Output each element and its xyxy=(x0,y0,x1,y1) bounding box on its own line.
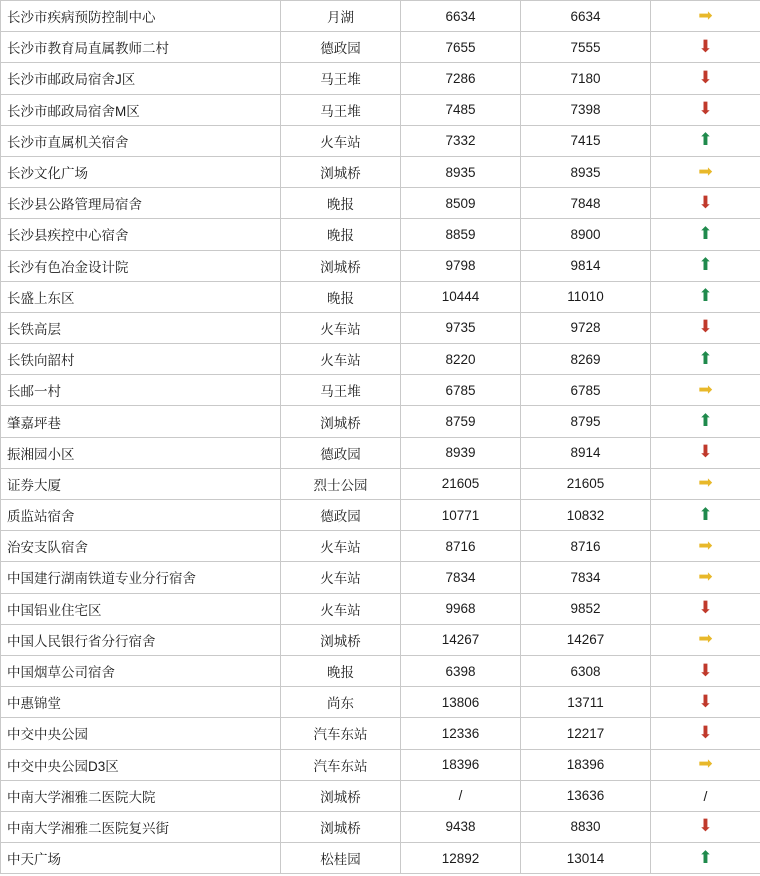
trend-flat-icon: ➡ xyxy=(698,566,713,587)
current-price-cell: 13806 xyxy=(401,687,521,718)
trend-cell xyxy=(651,811,760,842)
community-name-cell: 中天广场 xyxy=(1,843,281,874)
district-cell: 火车站 xyxy=(281,531,401,562)
current-price-cell: 6785 xyxy=(401,375,521,406)
community-name-cell: 中国铝业住宅区 xyxy=(1,593,281,624)
district-cell: 德政园 xyxy=(281,32,401,63)
community-name-cell: 长铁向韶村 xyxy=(1,344,281,375)
trend-cell xyxy=(651,718,760,749)
previous-price-cell: 13711 xyxy=(521,687,651,718)
trend-cell xyxy=(651,219,760,250)
trend-cell xyxy=(651,375,760,406)
current-price-cell: 12892 xyxy=(401,843,521,874)
previous-price-cell: 14267 xyxy=(521,624,651,655)
table-row xyxy=(1,125,760,156)
district-cell: 晚报 xyxy=(281,188,401,219)
trend-up-icon: ⬆ xyxy=(698,255,713,276)
trend-down-icon: ⬇ xyxy=(698,598,713,619)
trend-cell xyxy=(651,780,760,811)
table-row xyxy=(1,406,760,437)
previous-price-cell: 10832 xyxy=(521,500,651,531)
table-row xyxy=(1,375,760,406)
district-cell: 浏城桥 xyxy=(281,624,401,655)
community-name-cell: 长沙县公路管理局宿舍 xyxy=(1,188,281,219)
trend-cell xyxy=(651,687,760,718)
previous-price-cell: 11010 xyxy=(521,281,651,312)
current-price-cell: 6398 xyxy=(401,655,521,686)
trend-down-icon: ⬇ xyxy=(698,442,713,463)
table-row xyxy=(1,780,760,811)
trend-flat-icon: ➡ xyxy=(698,473,713,494)
district-cell: 烈士公园 xyxy=(281,468,401,499)
trend-cell xyxy=(651,655,760,686)
district-cell: 晚报 xyxy=(281,219,401,250)
community-name-cell: 中交中央公园D3区 xyxy=(1,749,281,780)
table-row xyxy=(1,281,760,312)
previous-price-cell: 8795 xyxy=(521,406,651,437)
previous-price-cell: 13014 xyxy=(521,843,651,874)
previous-price-cell: 7555 xyxy=(521,32,651,63)
trend-down-icon: ⬇ xyxy=(698,816,713,837)
current-price-cell: 10444 xyxy=(401,281,521,312)
previous-price-cell: 8716 xyxy=(521,531,651,562)
community-name-cell: 证券大厦 xyxy=(1,468,281,499)
table-row xyxy=(1,500,760,531)
district-cell: 浏城桥 xyxy=(281,780,401,811)
trend-cell xyxy=(651,562,760,593)
trend-down-icon: ⬇ xyxy=(698,192,713,213)
community-name-cell: 长邮一村 xyxy=(1,375,281,406)
previous-price-cell: 8269 xyxy=(521,344,651,375)
community-name-cell: 长沙市直属机关宿舍 xyxy=(1,125,281,156)
current-price-cell: 9438 xyxy=(401,811,521,842)
previous-price-cell: 13636 xyxy=(521,780,651,811)
trend-cell xyxy=(651,312,760,343)
trend-cell xyxy=(651,250,760,281)
current-price-cell: 10771 xyxy=(401,500,521,531)
table-row xyxy=(1,468,760,499)
district-cell: 汽车东站 xyxy=(281,749,401,780)
community-name-cell: 中南大学湘雅二医院大院 xyxy=(1,780,281,811)
trend-cell xyxy=(651,344,760,375)
previous-price-cell: 8935 xyxy=(521,156,651,187)
previous-price-cell: 7180 xyxy=(521,63,651,94)
table-row xyxy=(1,593,760,624)
community-name-cell: 中国烟草公司宿舍 xyxy=(1,655,281,686)
district-cell: 晚报 xyxy=(281,281,401,312)
community-name-cell: 长沙文化广场 xyxy=(1,156,281,187)
community-name-cell: 振湘园小区 xyxy=(1,437,281,468)
district-cell: 浏城桥 xyxy=(281,156,401,187)
community-name-cell: 长铁高层 xyxy=(1,312,281,343)
current-price-cell: 9735 xyxy=(401,312,521,343)
community-name-cell: 长盛上东区 xyxy=(1,281,281,312)
previous-price-cell: 7398 xyxy=(521,94,651,125)
trend-cell xyxy=(651,749,760,780)
district-cell: 晚报 xyxy=(281,655,401,686)
trend-cell xyxy=(651,843,760,874)
trend-up-icon: ⬆ xyxy=(698,348,713,369)
current-price-cell: 18396 xyxy=(401,749,521,780)
table-row xyxy=(1,1,760,32)
current-price-cell: 7485 xyxy=(401,94,521,125)
trend-down-icon: ⬇ xyxy=(698,99,713,120)
table-row xyxy=(1,219,760,250)
trend-flat-icon: ➡ xyxy=(698,379,713,400)
community-name-cell: 中南大学湘雅二医院复兴街 xyxy=(1,811,281,842)
table-row xyxy=(1,811,760,842)
trend-cell xyxy=(651,406,760,437)
district-cell: 尚东 xyxy=(281,687,401,718)
trend-cell xyxy=(651,63,760,94)
table-row xyxy=(1,624,760,655)
table-row xyxy=(1,94,760,125)
district-cell: 浏城桥 xyxy=(281,811,401,842)
previous-price-cell: 7848 xyxy=(521,188,651,219)
current-price-cell: 7332 xyxy=(401,125,521,156)
trend-up-icon: ⬆ xyxy=(698,223,713,244)
table-row xyxy=(1,749,760,780)
previous-price-cell: 21605 xyxy=(521,468,651,499)
current-price-cell: 7286 xyxy=(401,63,521,94)
table-row xyxy=(1,531,760,562)
community-name-cell: 长沙县疾控中心宿舍 xyxy=(1,219,281,250)
previous-price-cell: 8830 xyxy=(521,811,651,842)
trend-up-icon: ⬆ xyxy=(698,130,713,151)
current-price-cell: 8220 xyxy=(401,344,521,375)
previous-price-cell: 18396 xyxy=(521,749,651,780)
current-price-cell: 14267 xyxy=(401,624,521,655)
district-cell: 汽车东站 xyxy=(281,718,401,749)
current-price-cell: / xyxy=(401,780,521,811)
district-cell: 马王堆 xyxy=(281,63,401,94)
current-price-cell: 7655 xyxy=(401,32,521,63)
trend-cell xyxy=(651,593,760,624)
district-cell: 马王堆 xyxy=(281,375,401,406)
current-price-cell: 9968 xyxy=(401,593,521,624)
community-name-cell: 治安支队宿舍 xyxy=(1,531,281,562)
table-body xyxy=(1,1,760,874)
current-price-cell: 6634 xyxy=(401,1,521,32)
district-cell: 火车站 xyxy=(281,562,401,593)
district-cell: 火车站 xyxy=(281,593,401,624)
previous-price-cell: 7834 xyxy=(521,562,651,593)
trend-cell xyxy=(651,188,760,219)
trend-flat-icon: ➡ xyxy=(698,5,713,26)
district-cell: 火车站 xyxy=(281,125,401,156)
trend-up-icon: ⬆ xyxy=(698,847,713,868)
district-cell: 松桂园 xyxy=(281,843,401,874)
community-name-cell: 肇嘉坪巷 xyxy=(1,406,281,437)
trend-cell xyxy=(651,500,760,531)
table-row xyxy=(1,312,760,343)
previous-price-cell: 6634 xyxy=(521,1,651,32)
trend-cell xyxy=(651,624,760,655)
community-name-cell: 质监站宿舍 xyxy=(1,500,281,531)
community-name-cell: 长沙市邮政局宿舍M区 xyxy=(1,94,281,125)
table-row xyxy=(1,250,760,281)
trend-flat-icon: ➡ xyxy=(698,535,713,556)
trend-cell xyxy=(651,468,760,499)
current-price-cell: 8935 xyxy=(401,156,521,187)
district-cell: 月湖 xyxy=(281,1,401,32)
community-name-cell: 长沙市疾病预防控制中心 xyxy=(1,1,281,32)
trend-cell xyxy=(651,437,760,468)
current-price-cell: 8759 xyxy=(401,406,521,437)
previous-price-cell: 9728 xyxy=(521,312,651,343)
table-row xyxy=(1,437,760,468)
current-price-cell: 7834 xyxy=(401,562,521,593)
trend-cell xyxy=(651,94,760,125)
table-row xyxy=(1,156,760,187)
trend-cell xyxy=(651,1,760,32)
previous-price-cell: 8900 xyxy=(521,219,651,250)
table-row xyxy=(1,718,760,749)
trend-flat-icon: ➡ xyxy=(698,754,713,775)
trend-down-icon: ⬇ xyxy=(698,67,713,88)
trend-flat-icon: ➡ xyxy=(698,161,713,182)
district-cell: 火车站 xyxy=(281,312,401,343)
current-price-cell: 21605 xyxy=(401,468,521,499)
table-row xyxy=(1,63,760,94)
previous-price-cell: 9814 xyxy=(521,250,651,281)
table-row xyxy=(1,687,760,718)
previous-price-cell: 9852 xyxy=(521,593,651,624)
community-name-cell: 长沙市教育局直属教师二村 xyxy=(1,32,281,63)
trend-down-icon: ⬇ xyxy=(698,722,713,743)
table-row xyxy=(1,344,760,375)
table-row xyxy=(1,562,760,593)
table-row xyxy=(1,655,760,686)
trend-down-icon: ⬇ xyxy=(698,691,713,712)
trend-down-icon: ⬇ xyxy=(698,660,713,681)
district-cell: 德政园 xyxy=(281,500,401,531)
current-price-cell: 8859 xyxy=(401,219,521,250)
community-name-cell: 长沙有色冶金设计院 xyxy=(1,250,281,281)
table-row xyxy=(1,32,760,63)
community-name-cell: 中国建行湖南铁道专业分行宿舍 xyxy=(1,562,281,593)
trend-down-icon: ⬇ xyxy=(698,36,713,57)
previous-price-cell: 6308 xyxy=(521,655,651,686)
previous-price-cell: 6785 xyxy=(521,375,651,406)
current-price-cell: 9798 xyxy=(401,250,521,281)
no-data-icon: / xyxy=(703,787,708,804)
previous-price-cell: 12217 xyxy=(521,718,651,749)
trend-up-icon: ⬆ xyxy=(698,411,713,432)
community-name-cell: 中交中央公园 xyxy=(1,718,281,749)
current-price-cell: 8716 xyxy=(401,531,521,562)
previous-price-cell: 8914 xyxy=(521,437,651,468)
trend-flat-icon: ➡ xyxy=(698,629,713,650)
trend-up-icon: ⬆ xyxy=(698,504,713,525)
current-price-cell: 12336 xyxy=(401,718,521,749)
table-row xyxy=(1,843,760,874)
current-price-cell: 8939 xyxy=(401,437,521,468)
district-cell: 浏城桥 xyxy=(281,406,401,437)
district-cell: 马王堆 xyxy=(281,94,401,125)
trend-cell xyxy=(651,281,760,312)
community-name-cell: 中国人民银行省分行宿舍 xyxy=(1,624,281,655)
trend-cell xyxy=(651,531,760,562)
community-name-cell: 长沙市邮政局宿舍J区 xyxy=(1,63,281,94)
previous-price-cell: 7415 xyxy=(521,125,651,156)
community-name-cell: 中惠锦堂 xyxy=(1,687,281,718)
district-cell: 火车站 xyxy=(281,344,401,375)
district-cell: 浏城桥 xyxy=(281,250,401,281)
trend-down-icon: ⬇ xyxy=(698,317,713,338)
trend-cell xyxy=(651,125,760,156)
trend-up-icon: ⬆ xyxy=(698,286,713,307)
trend-cell xyxy=(651,156,760,187)
table-row xyxy=(1,188,760,219)
trend-cell xyxy=(651,32,760,63)
current-price-cell: 8509 xyxy=(401,188,521,219)
district-cell: 德政园 xyxy=(281,437,401,468)
